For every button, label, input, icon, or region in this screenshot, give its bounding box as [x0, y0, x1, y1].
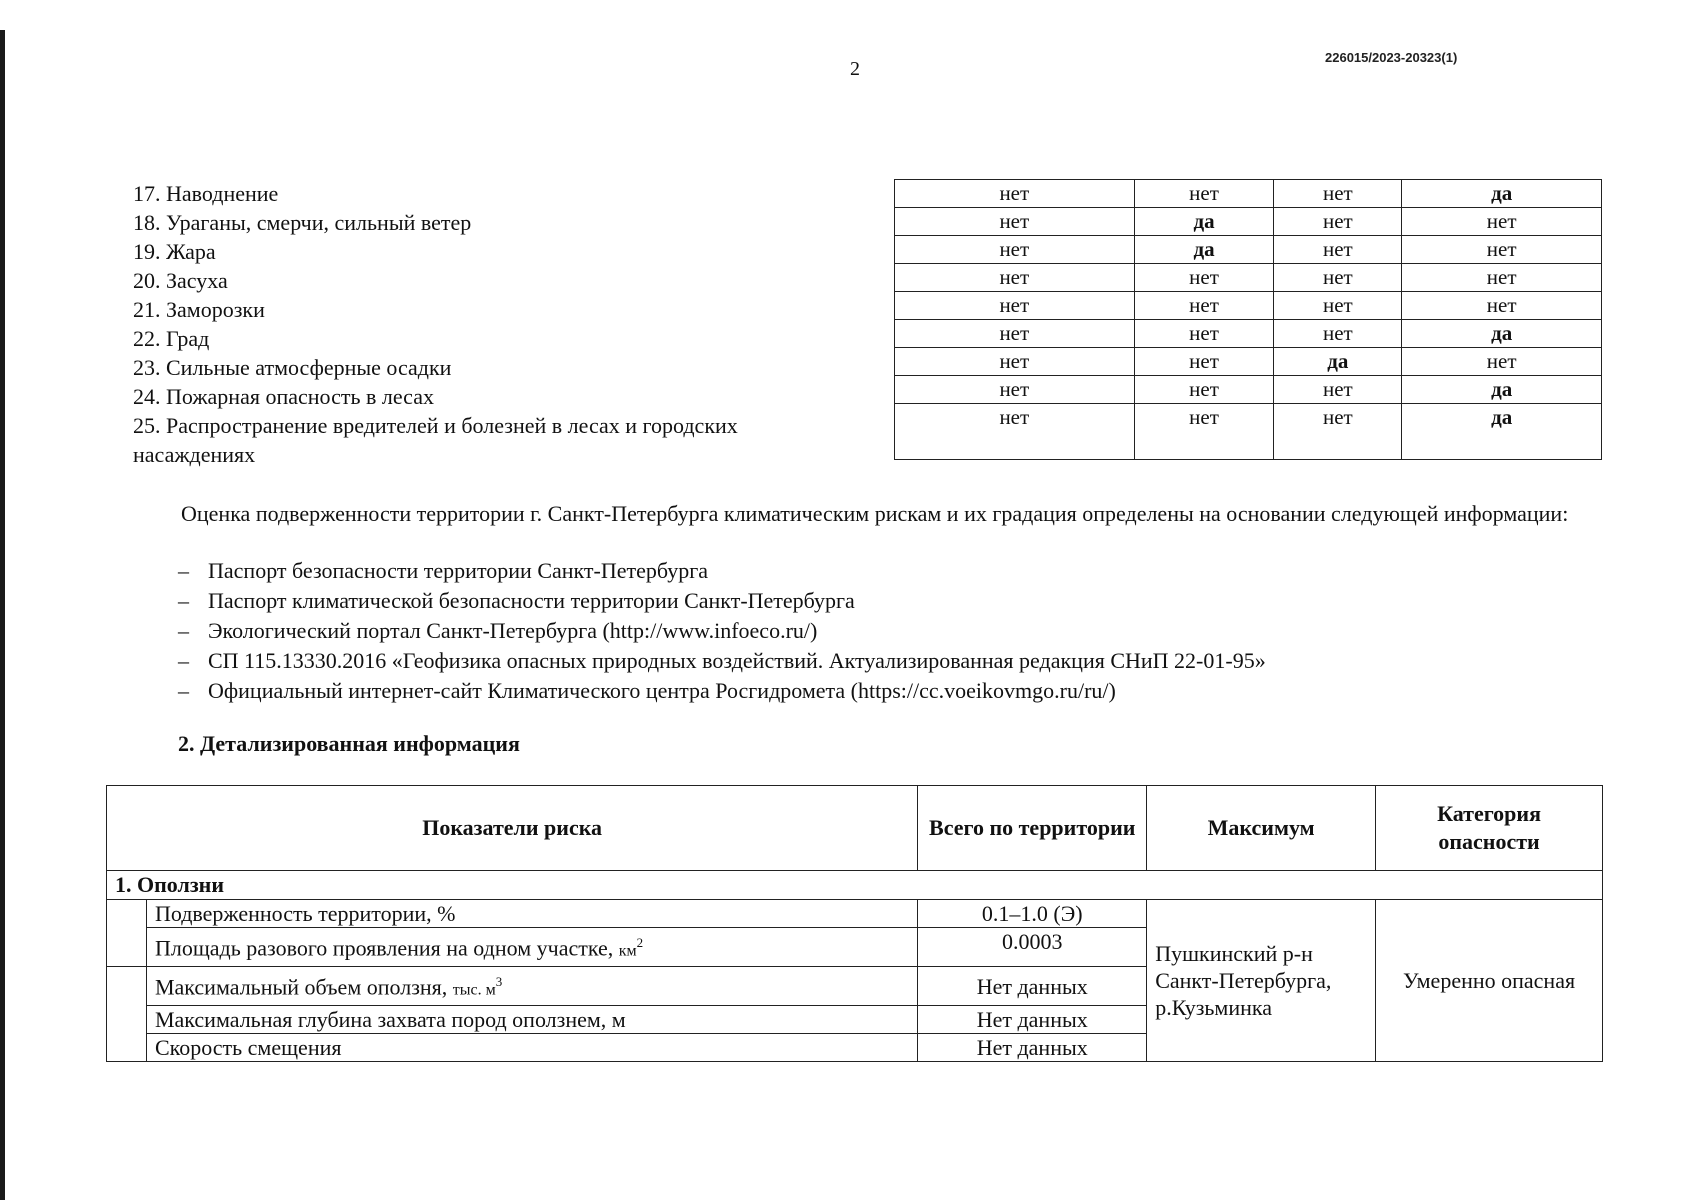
group-title: 1. Оползни — [107, 871, 1603, 900]
category-cell: Умеренно опасная — [1376, 900, 1603, 1062]
table-cell: нет — [1134, 404, 1274, 460]
table-cell: нет — [1134, 320, 1274, 348]
total-cell: 0.1–1.0 (Э) — [918, 900, 1147, 928]
table-cell: нет — [895, 404, 1135, 460]
list-item: 18. Ураганы, смерчи, сильный ветер — [133, 210, 472, 235]
indicator-text: Скорость смещения — [154, 1035, 342, 1060]
table-cell: нет — [1274, 404, 1402, 460]
indicator-cell — [146, 928, 917, 967]
table-row — [895, 404, 1602, 460]
source-text: Паспорт климатической безопасности территории Санкт-Петербурга — [208, 588, 855, 613]
table-row — [895, 180, 1602, 208]
maximum-cell: Пушкинский р-н Санкт-Петербурга, р.Кузьминка — [1147, 900, 1376, 1062]
table-cell: нет — [1274, 320, 1402, 348]
total-cell: Нет данных — [918, 1006, 1147, 1034]
list-item: 22. Град — [133, 326, 210, 351]
table-cell: нет — [895, 376, 1135, 404]
list-item: 23. Сильные атмосферные осадки — [133, 355, 452, 380]
table-cell: нет — [1274, 208, 1402, 236]
table-cell: нет — [895, 208, 1135, 236]
source-text: Паспорт безопасности территории Санкт-Петербурга — [208, 558, 709, 583]
unit-exponent: 2 — [636, 935, 644, 951]
table-row — [895, 348, 1602, 376]
table-cell: нет — [1134, 376, 1274, 404]
indent-cell — [107, 900, 147, 967]
document-id: 226015/2023-20323(1) — [1325, 50, 1458, 65]
unit-exponent: 3 — [495, 974, 503, 990]
list-item: 19. Жара — [133, 239, 216, 264]
table-row — [895, 236, 1602, 264]
table-row — [895, 208, 1602, 236]
table-cell: нет — [895, 320, 1135, 348]
header-indicator: Показатели риска — [107, 786, 918, 871]
table-cell: нет — [1402, 264, 1602, 292]
table-row — [107, 900, 1603, 928]
sources-list — [178, 556, 1266, 706]
indicator-cell — [146, 1034, 917, 1062]
list-item: 21. Заморозки — [133, 297, 265, 322]
table-row — [895, 292, 1602, 320]
table-cell: нет — [1274, 236, 1402, 264]
table-cell: нет — [895, 264, 1135, 292]
source-text: Официальный интернет-сайт Климатического центра Росгидромета (https://cc.voeikovmgo.ru/ru/) — [208, 678, 1116, 703]
table-cell: нет — [1274, 292, 1402, 320]
list-item: 17. Наводнение — [133, 181, 279, 206]
page-number: 2 — [850, 58, 860, 80]
unit-text: км — [618, 942, 637, 960]
table-cell: да — [1274, 348, 1402, 376]
table-cell: нет — [1274, 180, 1402, 208]
total-cell: Нет данных — [918, 1034, 1147, 1062]
table-row — [895, 264, 1602, 292]
table-cell: да — [1402, 180, 1602, 208]
indicator-cell — [146, 967, 917, 1006]
intro-paragraph: Оценка подверженности территории г. Санкт-Петербурга климатическим рискам и их градация определены на основании следующей информации: — [181, 501, 1569, 526]
table-cell: нет — [895, 292, 1135, 320]
table-cell: нет — [1134, 264, 1274, 292]
risk-list — [133, 179, 813, 469]
table-cell: нет — [1402, 292, 1602, 320]
table-row — [895, 320, 1602, 348]
header-category: Категория опасности — [1376, 786, 1603, 871]
unit-text: тыс. м — [452, 981, 496, 999]
list-item: – Экологический портал Санкт-Петербурга (http://www.infoeco.ru/) — [178, 618, 818, 643]
indicator-text: Максимальная глубина захвата пород оползнем, м — [154, 1007, 626, 1032]
table-cell: нет — [895, 236, 1135, 264]
list-item: 25. Распространение вредителей и болезней в лесах и городских насаждениях — [133, 413, 738, 467]
table-cell: да — [1402, 320, 1602, 348]
table-cell: нет — [1134, 180, 1274, 208]
indent-cell — [107, 967, 147, 1062]
table-row — [895, 376, 1602, 404]
table-cell: да — [1402, 404, 1602, 460]
table-cell: нет — [1274, 264, 1402, 292]
detail-table — [106, 785, 1603, 1062]
header-total: Всего по территории — [918, 786, 1147, 871]
table-cell: нет — [1134, 292, 1274, 320]
list-item: 20. Засуха — [133, 268, 228, 293]
list-item: – Паспорт климатической безопасности территории Санкт-Петербурга — [178, 588, 855, 613]
total-cell: 0.0003 — [918, 928, 1147, 967]
indicator-cell — [146, 900, 917, 928]
header-maximum: Максимум — [1147, 786, 1376, 871]
total-cell: Нет данных — [918, 967, 1147, 1006]
indicator-text: Максимальный объем оползня, — [154, 974, 448, 1000]
indicator-cell — [146, 1006, 917, 1034]
yes-no-table — [894, 179, 1602, 460]
table-cell: нет — [895, 348, 1135, 376]
table-cell: нет — [1134, 348, 1274, 376]
list-item: 24. Пожарная опасность в лесах — [133, 384, 434, 409]
list-item: – СП 115.13330.2016 «Геофизика опасных природных воздействий. Актуализированная редакция СНиП 22-01-95» — [178, 648, 1266, 673]
table-cell: да — [1134, 236, 1274, 264]
indicator-text: Подверженность территории, % — [154, 901, 456, 926]
table-cell: нет — [1402, 348, 1602, 376]
indicator-text: Площадь разового проявления на одном участке, — [154, 935, 614, 961]
list-item: – Паспорт безопасности территории Санкт-Петербурга — [178, 558, 709, 583]
table-cell: да — [1402, 376, 1602, 404]
scan-edge — [0, 30, 5, 1200]
table-cell: нет — [895, 180, 1135, 208]
table-cell: нет — [1402, 236, 1602, 264]
table-cell: да — [1134, 208, 1274, 236]
section-heading: 2. Детализированная информация — [178, 731, 520, 756]
table-cell: нет — [1274, 376, 1402, 404]
table-cell: нет — [1402, 208, 1602, 236]
source-text: СП 115.13330.2016 «Геофизика опасных природных воздействий. Актуализированная редакция СНиП 22-01-95» — [208, 648, 1266, 673]
source-text: Экологический портал Санкт-Петербурга (http://www.infoeco.ru/) — [208, 618, 818, 643]
list-item: – Официальный интернет-сайт Климатического центра Росгидромета (https://cc.voeikovmgo.ru/ru/) — [178, 678, 1116, 703]
